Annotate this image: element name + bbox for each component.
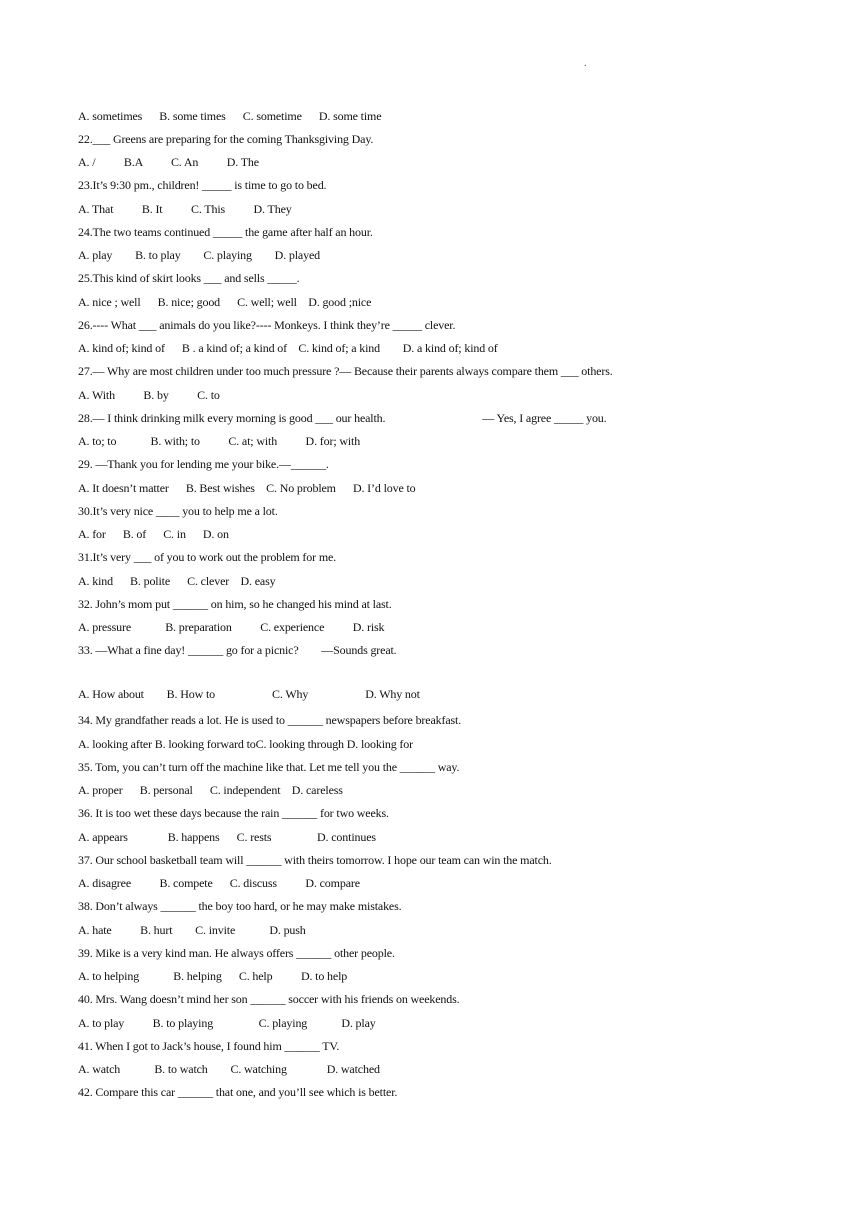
question-line: 41. When I got to Jack’s house, I found him ______ TV. — [78, 1039, 340, 1053]
answer-options-line: A. It doesn’t matter B. Best wishes C. No problem D. I’d love to — [78, 481, 416, 495]
question-line: 38. Don’t always ______ the boy too hard, or he may make mistakes. — [78, 899, 402, 913]
question-line: 33. —What a fine day! ______ go for a picnic? —Sounds great. — [78, 643, 397, 657]
answer-options-line: A. disagree B. compete C. discuss D. compare — [78, 876, 360, 890]
question-line: 34. My grandfather reads a lot. He is used to ______ newspapers before breakfast. — [78, 713, 462, 727]
question-line: 35. Tom, you can’t turn off the machine like that. Let me tell you the ______ way. — [78, 760, 460, 774]
question-line: 28.— I think drinking milk every morning is good ___ our health. — Yes, I agree _____ you. — [78, 411, 607, 425]
question-line: 32. John’s mom put ______ on him, so he changed his mind at last. — [78, 597, 392, 611]
answer-options-line: A. That B. It C. This D. They — [78, 202, 292, 216]
question-line: 29. —Thank you for lending me your bike.—______. — [78, 457, 329, 471]
question-line: 40. Mrs. Wang doesn’t mind her son ______ soccer with his friends on weekends. — [78, 992, 460, 1006]
answer-options-line: A. play B. to play C. playing D. played — [78, 248, 320, 262]
answer-options-line: A. pressure B. preparation C. experience D. risk — [78, 620, 385, 634]
question-line: 23.It’s 9:30 pm., children! _____ is time to go to bed. — [78, 178, 327, 192]
answer-options-line: A. proper B. personal C. independent D. careless — [78, 783, 343, 797]
answer-options-line: A. for B. of C. in D. on — [78, 527, 229, 541]
answer-options-line: A. watch B. to watch C. watching D. watched — [78, 1062, 380, 1076]
question-line: 26.---- What ___ animals do you like?---- Monkeys. I think they’re _____ clever. — [78, 318, 456, 332]
answer-options-line: A. nice ; well B. nice; good C. well; well D. good ;nice — [78, 295, 372, 309]
answer-options-line: A. looking after B. looking forward toC. looking through D. looking for — [78, 737, 413, 751]
answer-options-line: A. With B. by C. to — [78, 388, 220, 402]
question-line: 39. Mike is a very kind man. He always offers ______ other people. — [78, 946, 395, 960]
question-line: 30.It’s very nice ____ you to help me a lot. — [78, 504, 278, 518]
answer-options-line: A. sometimes B. some times C. sometime D. some time — [78, 109, 382, 123]
answer-options-line: A. to; to B. with; to C. at; with D. for; with — [78, 434, 361, 448]
answer-options-line: A. to helping B. helping C. help D. to help — [78, 969, 348, 983]
question-line: 37. Our school basketball team will ______ with theirs tomorrow. I hope our team can win the match. — [78, 853, 552, 867]
question-line: 42. Compare this car ______ that one, and you’ll see which is better. — [78, 1085, 398, 1099]
question-line: 31.It’s very ___ of you to work out the problem for me. — [78, 550, 337, 564]
answer-options-line: A. / B.A C. An D. The — [78, 155, 259, 169]
question-line: 27.— Why are most children under too much pressure ?— Because their parents always compare them ___ others. — [78, 364, 613, 378]
answer-options-line: A. appears B. happens C. rests D. continues — [78, 830, 376, 844]
answer-options-line: A. to play B. to playing C. playing D. play — [78, 1016, 376, 1030]
page-mark: . — [584, 58, 587, 69]
answer-options-line: A. kind of; kind of B . a kind of; a kind of C. kind of; a kind D. a kind of; kind of — [78, 341, 498, 355]
question-line: 25.This kind of skirt looks ___ and sells _____. — [78, 271, 300, 285]
answer-options-line: A. kind B. polite C. clever D. easy — [78, 574, 276, 588]
question-line: 24.The two teams continued _____ the game after half an hour. — [78, 225, 373, 239]
answer-options-line: A. hate B. hurt C. invite D. push — [78, 923, 306, 937]
question-line: 22.___ Greens are preparing for the coming Thanksgiving Day. — [78, 132, 374, 146]
answer-options-line: A. How about B. How to C. Why D. Why not — [78, 687, 420, 701]
question-line: 36. It is too wet these days because the rain ______ for two weeks. — [78, 806, 389, 820]
